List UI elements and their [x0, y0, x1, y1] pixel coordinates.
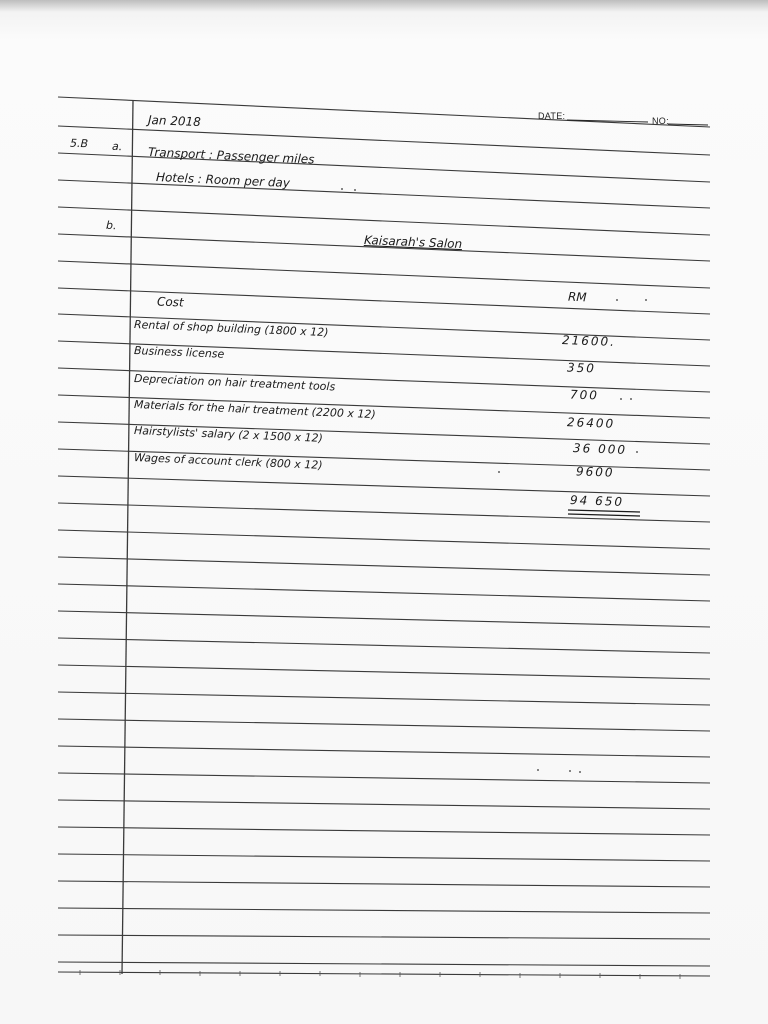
cost-item-amount: 26400 [566, 415, 616, 431]
statement-title: Kaisarah's Salon [363, 233, 463, 252]
cost-item-amount: 36 000 [572, 441, 628, 457]
no-label: NO: [652, 116, 669, 126]
cost-item-amount: 700 [569, 387, 600, 403]
part-a-line-1: Transport : Passenger miles [147, 145, 315, 167]
cost-item-label: Wages of account clerk (800 x 12) [133, 451, 323, 472]
cost-item-label: Materials for the hair treatment (2200 x 12) [133, 398, 376, 422]
date-label: DATE: [538, 111, 566, 121]
question-number: 5.B [69, 136, 89, 151]
cost-item-label: Rental of shop building (1800 x 12) [133, 318, 329, 340]
part-b-label: b. [105, 218, 117, 233]
cost-item-amount: 21600. [561, 333, 617, 349]
total-amount: 94 650 [569, 493, 625, 509]
part-a-line-2: Hotels : Room per day [155, 170, 291, 191]
currency-header: RM [567, 289, 587, 305]
cost-header: Cost [156, 294, 184, 310]
cost-item-amount: 9600 [575, 464, 615, 480]
cost-item-label: Business license [133, 344, 225, 361]
cost-item-label: Hairstylists' salary (2 x 1500 x 12) [133, 424, 324, 445]
entry-date: Jan 2018 [147, 112, 202, 130]
cost-item-label: Depreciation on hair treatment tools [133, 372, 336, 394]
cost-item-amount: 350 [566, 360, 597, 376]
part-a-label: a. [111, 139, 123, 154]
